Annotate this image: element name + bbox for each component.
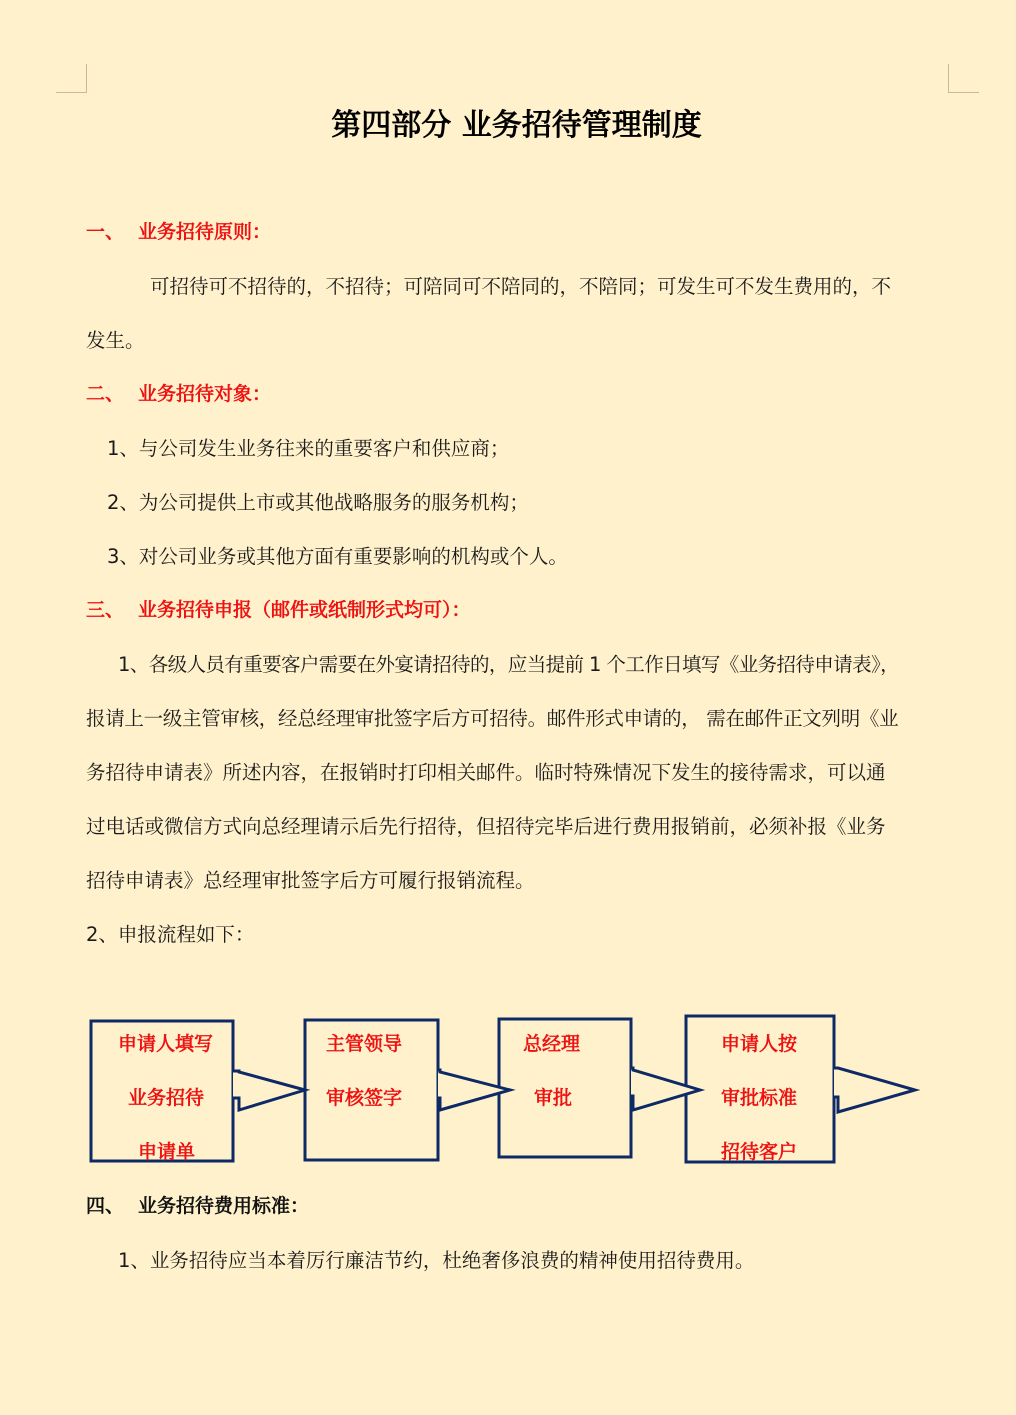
document-title: 第四部分 业务招待管理制度 [331, 108, 702, 143]
section-number: 三、 [86, 599, 125, 621]
section-title: 业务招待申报（邮件或纸制形式均可）： [138, 599, 471, 621]
paragraph: 报请上一级主管审核，经总经理审批签字后方可招待。邮件形式申请的， 需在邮件正文列明《业 [86, 707, 899, 730]
flow-step-3-line-1: 总经理 [523, 1033, 581, 1055]
flow-step-4-line-1: 申请人按 [721, 1033, 798, 1055]
section-heading-1 [86, 217, 271, 244]
flow-step-4-line-3: 招待客户 [721, 1141, 798, 1163]
section-title: 业务招待对象： [138, 383, 272, 405]
flow-step-2-line-2: 审核签字 [326, 1087, 403, 1109]
flow-step-1-line-1: 申请人填写 [118, 1033, 214, 1055]
paragraph: 1、各级人员有重要客户需要在外宴请招待的，应当提前 1 个工作日填写《业务招待申请表》， [118, 653, 900, 676]
approval-flowchart [0, 1010, 1016, 1170]
section-heading-4 [86, 1191, 309, 1218]
page-corner-mark-top-left [56, 64, 87, 93]
section-number: 一、 [86, 221, 125, 243]
flow-step-4-line-2: 审批标准 [721, 1087, 798, 1109]
section-heading-2 [86, 379, 271, 406]
paragraph: 可招待可不招待的，不招待；可陪同可不陪同的，不陪同；可发生可不发生费用的，不 [150, 275, 892, 298]
paragraph: 招待申请表》总经理审批签字后方可履行报销流程。 [86, 869, 535, 892]
section-heading-3 [86, 595, 471, 622]
flow-step-1-line-3: 申请单 [138, 1141, 196, 1163]
list-item: 1、与公司发生业务往来的重要客户和供应商； [107, 437, 510, 460]
section-number: 四、 [86, 1195, 125, 1217]
flow-step-2-line-1: 主管领导 [326, 1033, 403, 1055]
paragraph: 务招待申请表》所述内容，在报销时打印相关邮件。临时特殊情况下发生的接待需求，可以通 [86, 761, 886, 784]
paragraph: 发生。 [86, 329, 145, 352]
flow-step-1-line-2: 业务招待 [128, 1087, 205, 1109]
section-title: 业务招待原则： [138, 221, 272, 243]
flow-step-3-line-2: 审批 [534, 1087, 573, 1109]
page-corner-mark-top-right [948, 64, 979, 93]
paragraph: 过电话或微信方式向总经理请示后先行招待，但招待完毕后进行费用报销前，必须补报《业务 [86, 815, 886, 838]
list-item: 2、为公司提供上市或其他战略服务的服务机构； [107, 491, 529, 514]
section-title: 业务招待费用标准： [138, 1195, 310, 1217]
paragraph: 2、申报流程如下： [86, 923, 255, 946]
list-item: 3、对公司业务或其他方面有重要影响的机构或个人。 [107, 545, 568, 568]
list-item: 1、业务招待应当本着厉行廉洁节约，杜绝奢侈浪费的精神使用招待费用。 [118, 1249, 755, 1272]
section-number: 二、 [86, 383, 125, 405]
